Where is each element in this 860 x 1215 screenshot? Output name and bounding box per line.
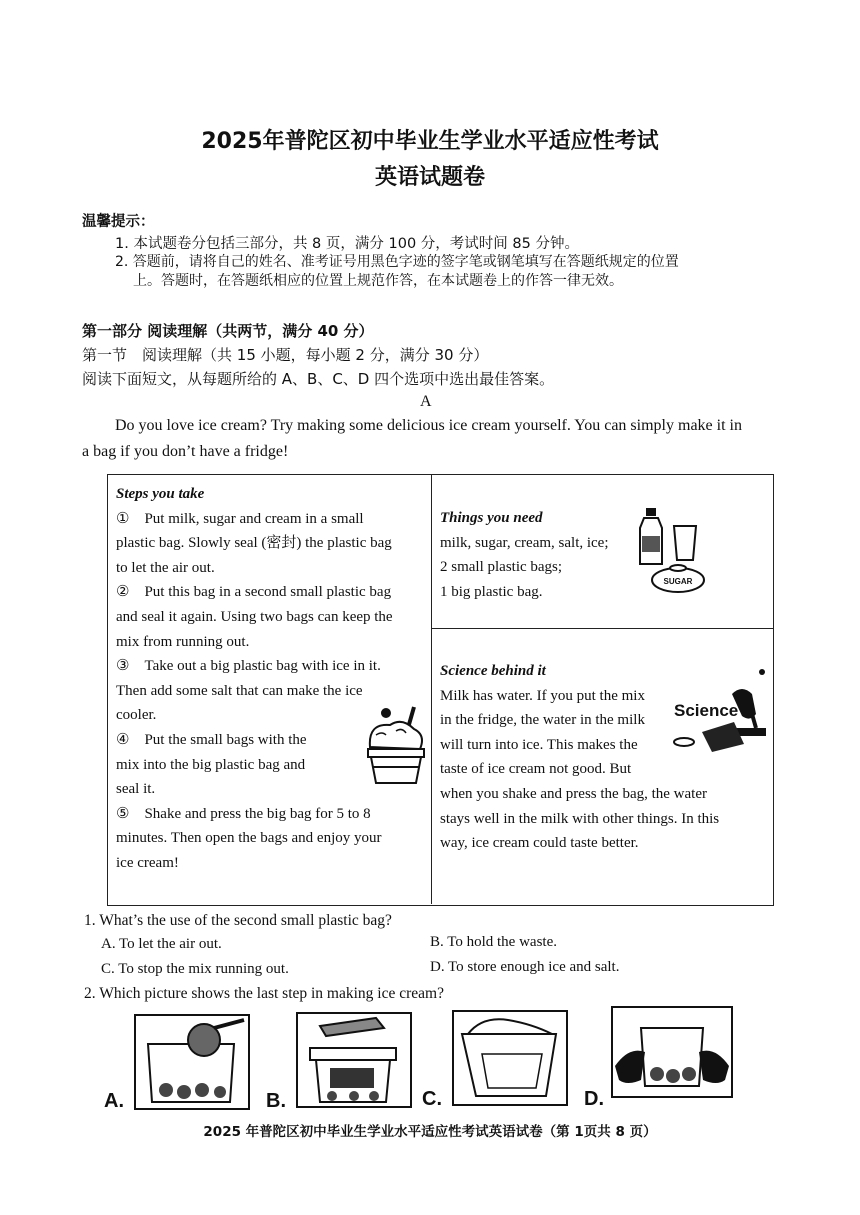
ice-cream-cup-image [362,705,430,787]
notice-item-1: 1. 本试题卷分包括三部分，共 8 页，满分 100 分，考试时间 85 分钟。 [115,236,579,252]
step-line: ③ Take out a big plastic bag with ice in it. [116,658,381,675]
exam-title: 2025年普陀区初中毕业生学业水平适应性考试 [201,129,659,154]
q2-label-b: B. [266,1090,286,1112]
notice-heading: 温馨提示： [82,214,155,230]
part1-heading: 第一部分 阅读理解（共两节，满分 40 分） [82,322,374,340]
science-logo-text: Science [674,701,739,720]
step-line: ④ Put the small bags with the [116,731,307,748]
q1-option-d[interactable]: D. To store enough ice and salt. [430,959,620,975]
section1-heading: 第一节 阅读理解（共 15 小题，每小题 2 分，满分 30 分） [82,346,489,364]
q2-label-c: C. [422,1088,442,1110]
step-line: ⑤ Shake and press the big bag for 5 to 8 [116,805,371,822]
q2-picture-a[interactable] [134,1014,250,1110]
science-heading: Science behind it [440,663,546,679]
q1-option-a[interactable]: A. To let the air out. [101,936,222,952]
science-line: will turn into ice. This makes the [440,736,638,753]
q2-label-a: A. [104,1090,124,1112]
step-line: mix from running out. [116,633,250,650]
steps-section [116,482,426,876]
science-line: when you shake and press the bag, the water [440,785,707,802]
q1-option-c[interactable]: C. To stop the mix running out. [101,961,289,977]
step-line: seal it. [116,781,156,798]
q1-stem: 1. What’s the use of the second small plastic bag? [84,912,392,929]
notice-item-2a: 2. 答题前，请将自己的姓名、准考证号用黑色字迹的签字笔或钢笔填写在答题纸规定的位置 [115,254,679,270]
q2-label-d: D. [584,1088,604,1110]
step-line: mix into the big plastic bag and [116,756,306,773]
notice-item-2b: 上。答题时，在答题纸相应的位置上规范作答，在本试题卷上的作答一律无效。 [133,273,623,289]
q2-picture-b[interactable] [296,1012,412,1108]
table-divider [431,474,432,904]
science-line: in the fridge, the water in the milk [440,712,645,729]
exam-subtitle: 英语试题卷 [374,165,485,190]
step-line: ① Put milk, sugar and cream in a small [116,510,364,527]
steps-heading: Steps you take [116,486,205,502]
step-line: and seal it again. Using two bags can keep the [116,608,393,625]
milk-sugar-image [636,506,710,596]
q2-picture-d[interactable] [611,1006,733,1098]
step-line: plastic bag. Slowly seal (密封) the plastic bag [116,535,392,552]
step-line: to let the air out. [116,559,215,576]
q1-option-b[interactable]: B. To hold the waste. [430,934,557,950]
page-footer: 2025 年普陀区初中毕业生学业水平适应性考试英语试卷（第 1页共 8 页） [203,1124,657,1140]
step-line: minutes. Then open the bags and enjoy your [116,830,382,847]
step-line: ice cream! [116,854,179,871]
step-line: Then add some salt that can make the ice [116,682,363,699]
things-heading: Things you need [440,510,543,526]
things-line: 2 small plastic bags; [440,559,563,576]
step-line: ② Put this bag in a second small plastic bag [116,584,392,601]
things-line: 1 big plastic bag. [440,583,543,600]
things-section [440,506,640,604]
table-divider-h [431,628,773,629]
science-line: taste of ice cream not good. But [440,761,632,778]
passage-label: A [420,393,432,410]
q2-picture-c[interactable] [452,1010,568,1106]
science-line: Milk has water. If you put the mix [440,687,645,704]
step-line: cooler. [116,707,157,724]
instruction: 阅读下面短文，从每题所给的 A、B、C、D 四个选项中选出最佳答案。 [82,370,555,388]
science-line: stays well in the milk with other things. In this [440,810,720,827]
passage-intro-2: a bag if you don’t have a fridge! [82,443,289,460]
science-line: way, ice cream could taste better. [440,835,639,852]
sugar-label: SUGAR [663,577,693,586]
q2-stem: 2. Which picture shows the last step in making ice cream? [84,985,444,1002]
things-line: milk, sugar, cream, salt, ice; [440,534,609,551]
passage-intro-1: Do you love ice cream? Try making some delicious ice cream yourself. You can simply make it in [115,417,742,434]
science-logo-image [672,666,772,756]
